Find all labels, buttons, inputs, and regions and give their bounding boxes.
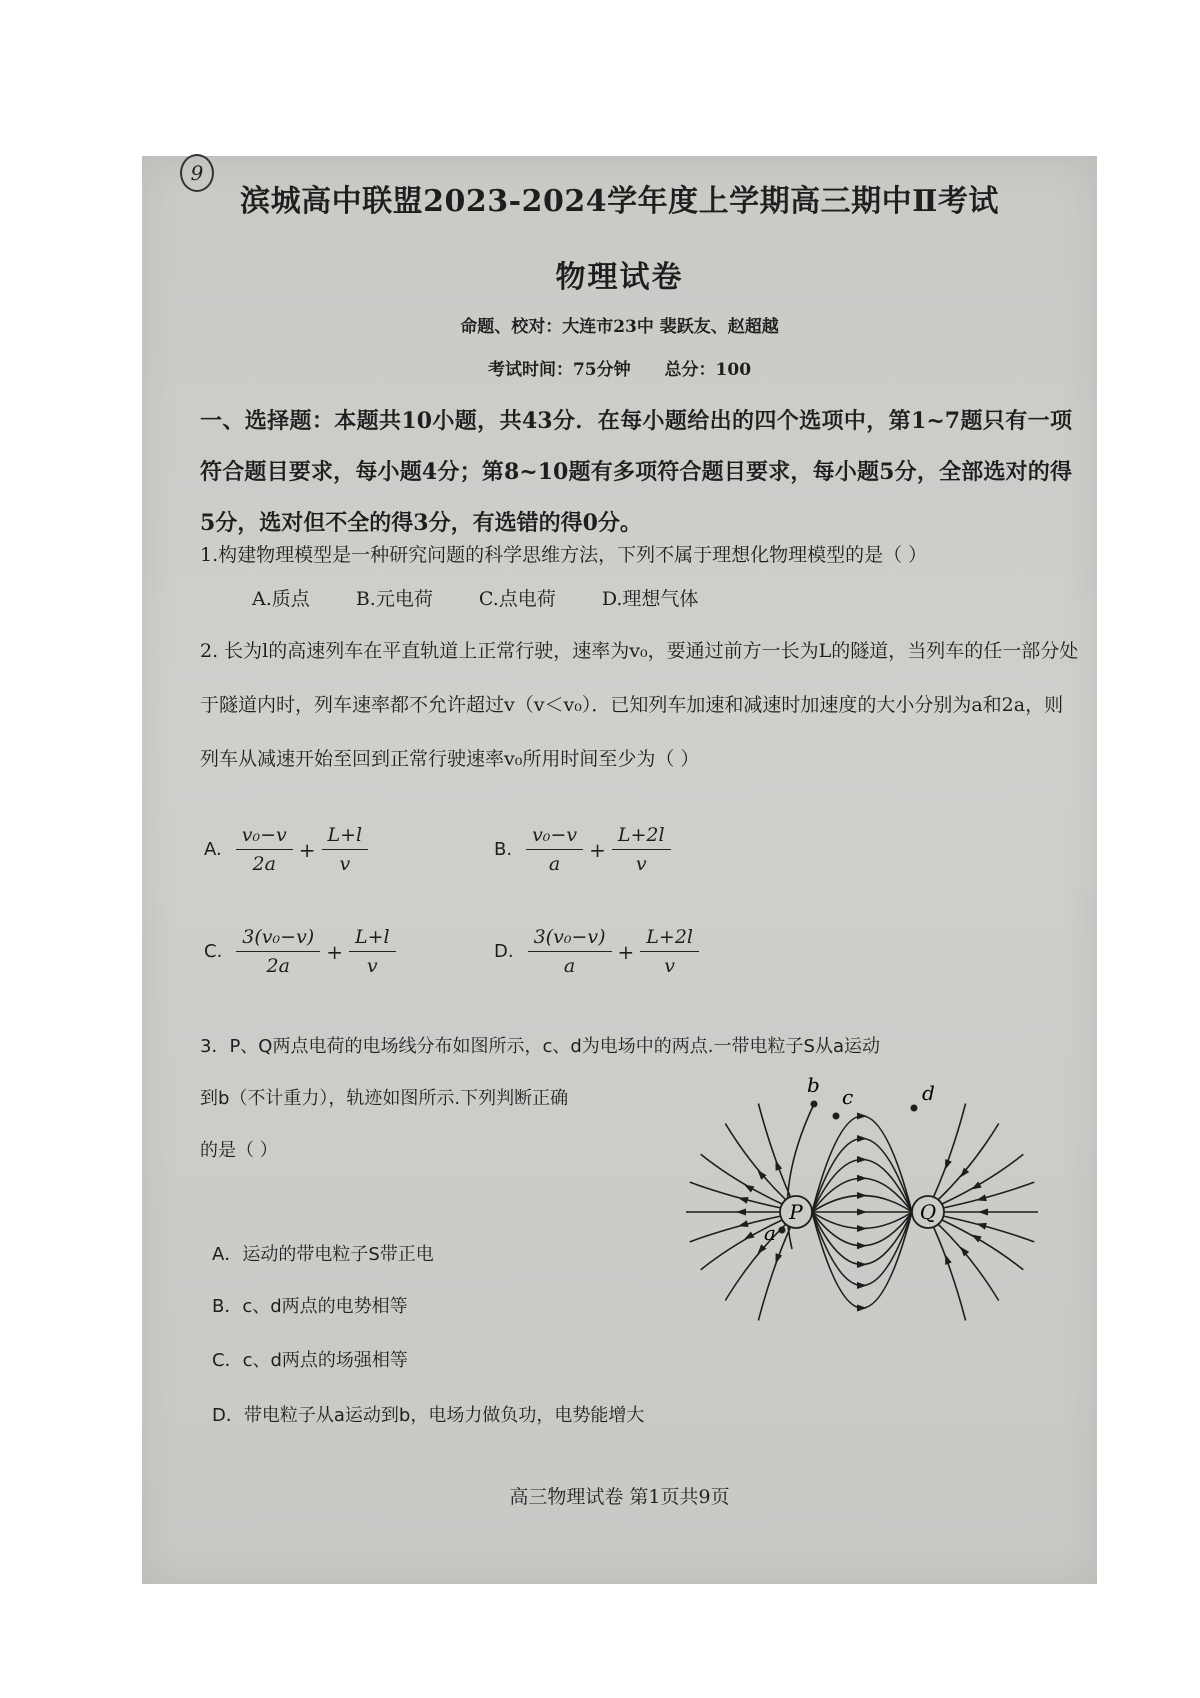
field-line-arrow: [738, 1197, 749, 1204]
field-line-pq: [812, 1196, 912, 1213]
q1-option-c: C.点电荷: [478, 588, 556, 610]
electric-field-diagram: [664, 1064, 1044, 1324]
field-line-arrow: [857, 1305, 867, 1312]
field-line-arrow: [971, 1235, 981, 1243]
point-b-dot: [811, 1101, 818, 1108]
field-line-arrow: [857, 1156, 867, 1163]
field-line-p-outer: [690, 1182, 781, 1208]
exam-subtitle: 物理试卷: [555, 260, 684, 295]
field-line-arrow: [945, 1159, 952, 1170]
question-2-stem: 2. 长为l的高速列车在平直轨道上正常行驶，速率为v₀，要通过前方一长为L的隧道，当列车的任一部分处于隧道内时，列车速率都不允许超过v（v＜v₀）．已知列车加速和减速时加速度的大小分别为a和2a，则列车从减速开始至回到正常行驶速率v₀所用时间至少为（ ）: [200, 640, 1079, 770]
q3-stem-line-3: 的是（ ）: [200, 1140, 278, 1161]
q2-option-d-label: D.: [494, 941, 514, 962]
q2-option-b: B. $\frac{\text{v₀−v}}{a}$ + $\frac{L+2l}{v}$: [494, 824, 671, 875]
point-a-dot: [779, 1227, 786, 1234]
q2-option-c-label: C.: [204, 941, 223, 962]
q2-option-b-fraction-1: $\frac{\text{v₀−v}}{a}$: [526, 824, 583, 875]
field-line-pq: [812, 1116, 912, 1212]
field-line-arrow: [857, 1175, 867, 1182]
field-line-arrow: [857, 1261, 867, 1268]
field-line-q-outer: [934, 1104, 966, 1198]
q2-option-a-fraction-2: $\frac{L+l}{v}$: [322, 824, 369, 875]
field-line-arrow: [857, 1209, 867, 1216]
q3-option-d: D．带电粒子从a运动到b，电场力做负功，电势能增大: [212, 1405, 645, 1426]
q3-option-c: C．c、d两点的场强相等: [212, 1350, 408, 1371]
q2-option-c: C. $\frac{\text{3(v₀−v)}}{2a}$ + $\frac{L+l}{v}$: [204, 926, 396, 977]
label-p: P: [789, 1200, 803, 1224]
q2-option-a: A. $\frac{\text{v₀−v}}{2a}$ + $\frac{L+l}{v}$: [204, 824, 368, 875]
label-c: c: [842, 1085, 854, 1109]
page-footer: 高三物理试卷 第1页共9页: [509, 1486, 730, 1508]
field-line-pq: [812, 1212, 912, 1286]
field-line-arrow: [776, 1253, 783, 1264]
label-q: Q: [919, 1200, 937, 1224]
exam-paper: [142, 156, 1097, 1584]
q3-stem-line-2: 到b（不计重力），轨迹如图所示.下列判断正确: [200, 1088, 569, 1109]
field-line-arrow: [857, 1225, 867, 1232]
field-line-arrow: [857, 1135, 867, 1142]
field-line-pq: [812, 1212, 912, 1229]
q3-option-a: A．运动的带电粒子S带正电: [212, 1244, 434, 1265]
q1-option-a: A.质点: [252, 588, 310, 610]
corner-number-mark: 9: [180, 154, 214, 192]
q1-option-b: B.元电荷: [355, 588, 433, 610]
field-line-q-outer: [944, 1182, 1035, 1208]
field-line-pq: [812, 1212, 912, 1308]
field-line-arrow: [857, 1242, 867, 1249]
q2-option-b-label: B.: [494, 839, 513, 860]
field-line-arrow: [857, 1282, 867, 1289]
point-d-dot: [911, 1105, 918, 1112]
field-line-p-outer: [758, 1104, 790, 1198]
section-instructions: 一、选择题：本题共10小题，共43分．在每小题给出的四个选项中，第1~7题只有一项符合题目要求，每小题4分；第8~10题有多项符合题目要求，每小题5分，全部选对的得5分，选对但不全的得3分，有选错的得0分。: [200, 408, 1072, 536]
q2-option-d-fraction-2: $\frac{L+2l}{v}$: [640, 926, 699, 977]
exam-total-score: 总分：100: [664, 360, 752, 380]
authors-line: 命题、校对：大连市23中 裴跃友、赵超越: [460, 317, 779, 337]
field-line-arrow: [971, 1182, 981, 1190]
q3-stem-line-1: 3．P、Q两点电荷的电场线分布如图所示，c、d为电场中的两点.一带电粒子S从a运动: [200, 1036, 880, 1057]
q2-option-c-fraction-1: $\frac{\text{3(v₀−v)}}{2a}$: [236, 926, 320, 977]
field-line-arrow: [976, 1194, 987, 1201]
q2-option-c-fraction-2: $\frac{L+l}{v}$: [349, 926, 396, 977]
q1-option-d: D.理想气体: [601, 588, 699, 610]
exam-time: 考试时间：75分钟: [487, 360, 631, 380]
q2-option-d: D. $\frac{\text{3(v₀−v)}}{a}$ + $\frac{L+2l}{v}$: [494, 926, 699, 977]
field-line-arrow: [744, 1185, 754, 1193]
field-line-arrow: [945, 1254, 952, 1265]
time-score-line: [142, 355, 1097, 380]
label-d: d: [922, 1081, 935, 1105]
field-line-p-outer: [701, 1154, 782, 1204]
field-line-q-outer: [934, 1227, 966, 1321]
field-line-arrow: [960, 1247, 969, 1257]
q2-option-a-label: A.: [204, 839, 222, 860]
field-line-arrow: [960, 1168, 969, 1178]
q3-option-b: B．c、d两点的电势相等: [212, 1296, 408, 1317]
field-line-arrow: [857, 1113, 867, 1120]
exam-title: 滨城高中联盟2023-2024学年度上学期高三期中Ⅱ考试: [240, 184, 999, 219]
field-line-arrow: [857, 1192, 867, 1199]
label-b: b: [807, 1073, 820, 1097]
field-line-pq: [812, 1139, 912, 1213]
label-a: a: [764, 1221, 776, 1245]
field-line-arrow: [738, 1220, 749, 1227]
q2-option-d-fraction-1: $\frac{\text{3(v₀−v)}}{a}$: [528, 926, 612, 977]
q2-option-b-fraction-2: $\frac{L+2l}{v}$: [612, 824, 671, 875]
point-c-dot: [833, 1113, 840, 1120]
field-line-arrow: [736, 1209, 746, 1216]
q2-option-a-fraction-1: $\frac{\text{v₀−v}}{2a}$: [236, 824, 293, 875]
question-1-stem: 1.构建物理模型是一种研究问题的科学思维方法，下列不属于理想化物理模型的是（ ）: [200, 544, 928, 566]
field-line-arrow: [776, 1160, 783, 1171]
field-line-arrow: [976, 1223, 987, 1230]
question-1-options: [252, 584, 738, 611]
field-line-arrow: [978, 1209, 988, 1216]
field-line-q-outer: [944, 1216, 1035, 1242]
field-line-arrow: [744, 1232, 754, 1240]
